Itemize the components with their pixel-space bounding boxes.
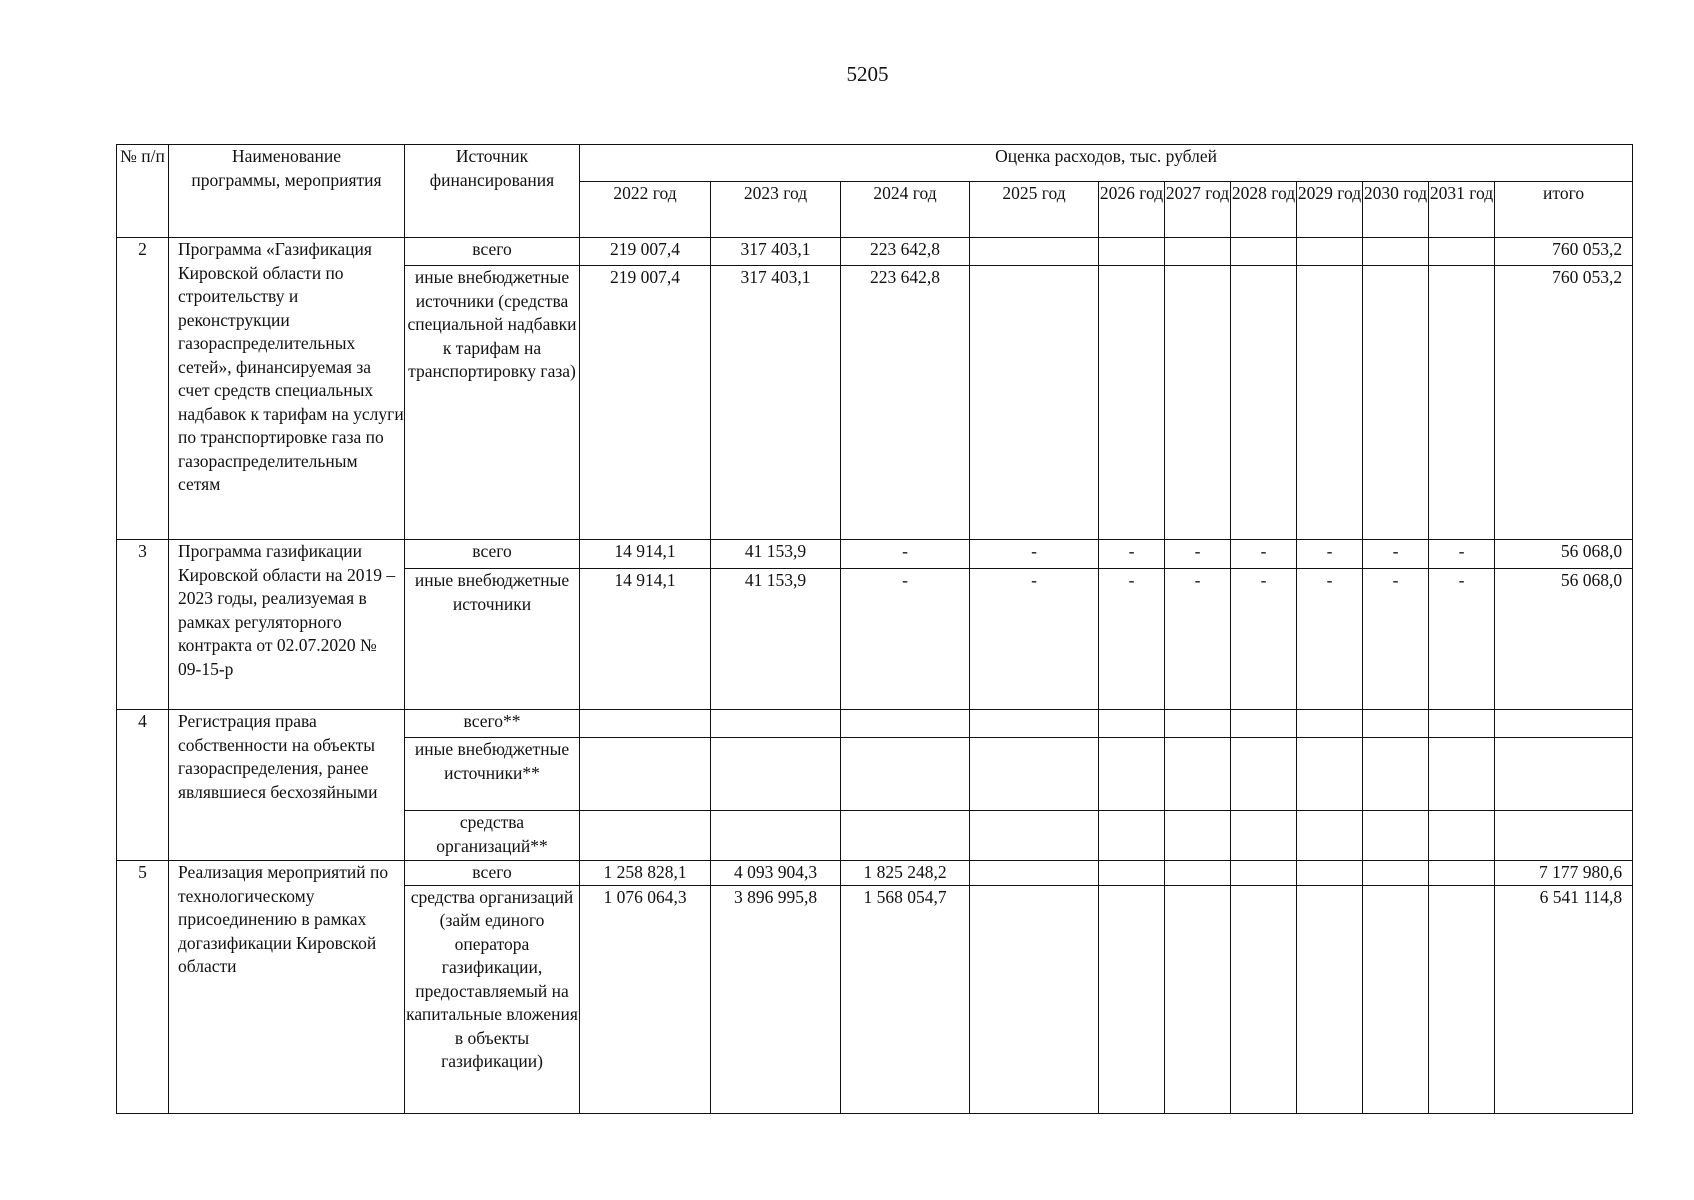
value-cell	[1297, 238, 1363, 266]
source-cell: иные внебюджетные источники**	[405, 738, 580, 811]
value-cell	[970, 266, 1099, 540]
header-year: 2025 год	[970, 182, 1099, 238]
value-cell	[1297, 710, 1363, 738]
value-cell	[1297, 861, 1363, 886]
value-cell: 223 642,8	[841, 238, 970, 266]
source-cell: иные внебюджетные источники	[405, 569, 580, 710]
value-cell	[1231, 238, 1297, 266]
header-year: 2028 год	[1231, 182, 1297, 238]
value-cell: -	[1429, 569, 1495, 710]
value-cell: -	[1297, 540, 1363, 569]
value-cell	[1165, 738, 1231, 811]
source-cell: средства организаций**	[405, 811, 580, 861]
value-cell: 317 403,1	[711, 238, 841, 266]
value-cell	[1231, 885, 1297, 1113]
value-cell: 219 007,4	[580, 266, 711, 540]
value-cell	[1297, 738, 1363, 811]
total-cell: 7 177 980,6	[1495, 861, 1633, 886]
header-year: 2027 год	[1165, 182, 1231, 238]
value-cell: 219 007,4	[580, 238, 711, 266]
value-cell	[1363, 885, 1429, 1113]
value-cell: 41 153,9	[711, 540, 841, 569]
header-source: Источник финансирования	[405, 145, 580, 238]
source-cell: всего**	[405, 710, 580, 738]
value-cell: -	[1165, 540, 1231, 569]
value-cell: -	[1099, 569, 1165, 710]
value-cell	[1099, 266, 1165, 540]
value-cell	[970, 710, 1099, 738]
value-cell	[1363, 861, 1429, 886]
total-cell: 760 053,2	[1495, 266, 1633, 540]
expense-table	[116, 144, 1633, 1114]
value-cell	[970, 885, 1099, 1113]
value-cell: -	[1363, 569, 1429, 710]
program-num: 5	[117, 861, 169, 1114]
value-cell	[1231, 811, 1297, 861]
value-cell: 41 153,9	[711, 569, 841, 710]
source-cell: всего	[405, 861, 580, 886]
value-cell	[1231, 738, 1297, 811]
total-cell: 56 068,0	[1495, 540, 1633, 569]
value-cell	[1429, 811, 1495, 861]
value-cell	[1363, 738, 1429, 811]
program-num: 4	[117, 710, 169, 861]
value-cell	[580, 811, 711, 861]
value-cell	[970, 861, 1099, 886]
value-cell	[970, 811, 1099, 861]
header-year: 2024 год	[841, 182, 970, 238]
source-cell: всего	[405, 540, 580, 569]
value-cell	[1165, 885, 1231, 1113]
value-cell: -	[1099, 540, 1165, 569]
value-cell: 1 825 248,2	[841, 861, 970, 886]
header-name: Наименование программы, мероприятия	[169, 145, 405, 238]
value-cell: -	[841, 569, 970, 710]
value-cell	[1297, 266, 1363, 540]
total-cell: 56 068,0	[1495, 569, 1633, 710]
value-cell	[1363, 710, 1429, 738]
value-cell	[1165, 238, 1231, 266]
value-cell	[1165, 266, 1231, 540]
source-cell: иные внебюджетные источники (средства специальной надбавки к тарифам на транспортировку газа)	[405, 266, 580, 540]
program-num: 3	[117, 540, 169, 710]
value-cell: -	[1363, 540, 1429, 569]
program-name: Программа «Газификация Кировской области по строительству и реконструкции газораспределительных сетей», финансируемая за счет средств специальных надбавок к тарифам на услуги по транспортировке газа по газораспределительным сетям	[169, 238, 405, 540]
value-cell: -	[841, 540, 970, 569]
header-year: 2026 год	[1099, 182, 1165, 238]
value-cell: -	[970, 569, 1099, 710]
value-cell	[1429, 238, 1495, 266]
header-estimate: Оценка расходов, тыс. рублей	[580, 145, 1633, 182]
value-cell	[1363, 811, 1429, 861]
source-cell: средства организаций (займ единого оператора газификации, предоставляемый на капитальные вложения в объекты газификации)	[405, 885, 580, 1113]
header-year: 2030 год	[1363, 182, 1429, 238]
header-year: 2029 год	[1297, 182, 1363, 238]
value-cell	[1099, 738, 1165, 811]
value-cell: 1 568 054,7	[841, 885, 970, 1113]
header-total: итого	[1495, 182, 1633, 238]
value-cell	[1429, 885, 1495, 1113]
value-cell: 1 258 828,1	[580, 861, 711, 886]
value-cell: 14 914,1	[580, 540, 711, 569]
value-cell	[711, 738, 841, 811]
value-cell: -	[1231, 540, 1297, 569]
value-cell: 317 403,1	[711, 266, 841, 540]
value-cell	[1363, 238, 1429, 266]
header-year: 2031 год	[1429, 182, 1495, 238]
value-cell	[1099, 861, 1165, 886]
total-cell	[1495, 738, 1633, 811]
source-cell: всего	[405, 238, 580, 266]
value-cell	[580, 738, 711, 811]
value-cell: 3 896 995,8	[711, 885, 841, 1113]
value-cell	[1429, 266, 1495, 540]
value-cell	[1429, 710, 1495, 738]
value-cell	[1165, 861, 1231, 886]
total-cell	[1495, 811, 1633, 861]
page-number: 5205	[846, 62, 889, 86]
value-cell	[1099, 885, 1165, 1113]
value-cell: 223 642,8	[841, 266, 970, 540]
header-year: 2023 год	[711, 182, 841, 238]
total-cell: 760 053,2	[1495, 238, 1633, 266]
total-cell: 6 541 114,8	[1495, 885, 1633, 1113]
program-name: Регистрация права собственности на объекты газораспределения, ранее являвшиеся бесхозяйными	[169, 710, 405, 861]
value-cell	[1297, 885, 1363, 1113]
program-name: Программа газификации Кировской области на 2019 – 2023 годы, реализуемая в рамках регуляторного контракта от 02.07.2020 № 09-15-р	[169, 540, 405, 710]
value-cell	[1099, 710, 1165, 738]
value-cell	[1231, 266, 1297, 540]
value-cell: -	[1429, 540, 1495, 569]
value-cell	[1429, 861, 1495, 886]
value-cell: -	[1231, 569, 1297, 710]
header-num: № п/п	[117, 145, 169, 238]
value-cell: -	[1165, 569, 1231, 710]
value-cell	[841, 738, 970, 811]
value-cell	[711, 811, 841, 861]
value-cell	[1231, 861, 1297, 886]
value-cell: -	[1297, 569, 1363, 710]
total-cell	[1495, 710, 1633, 738]
value-cell: -	[970, 540, 1099, 569]
value-cell	[1165, 811, 1231, 861]
value-cell	[1429, 738, 1495, 811]
value-cell	[580, 710, 711, 738]
value-cell: 1 076 064,3	[580, 885, 711, 1113]
value-cell	[841, 710, 970, 738]
value-cell	[970, 738, 1099, 811]
value-cell	[1363, 266, 1429, 540]
value-cell: 4 093 904,3	[711, 861, 841, 886]
value-cell	[1099, 238, 1165, 266]
value-cell	[711, 710, 841, 738]
value-cell	[970, 238, 1099, 266]
header-year: 2022 год	[580, 182, 711, 238]
value-cell	[841, 811, 970, 861]
program-num: 2	[117, 238, 169, 540]
value-cell	[1231, 710, 1297, 738]
value-cell: 14 914,1	[580, 569, 711, 710]
value-cell	[1099, 811, 1165, 861]
value-cell	[1165, 710, 1231, 738]
value-cell	[1297, 811, 1363, 861]
program-name: Реализация мероприятий по технологическому присоединению в рамках догазификации Кировской области	[169, 861, 405, 1114]
